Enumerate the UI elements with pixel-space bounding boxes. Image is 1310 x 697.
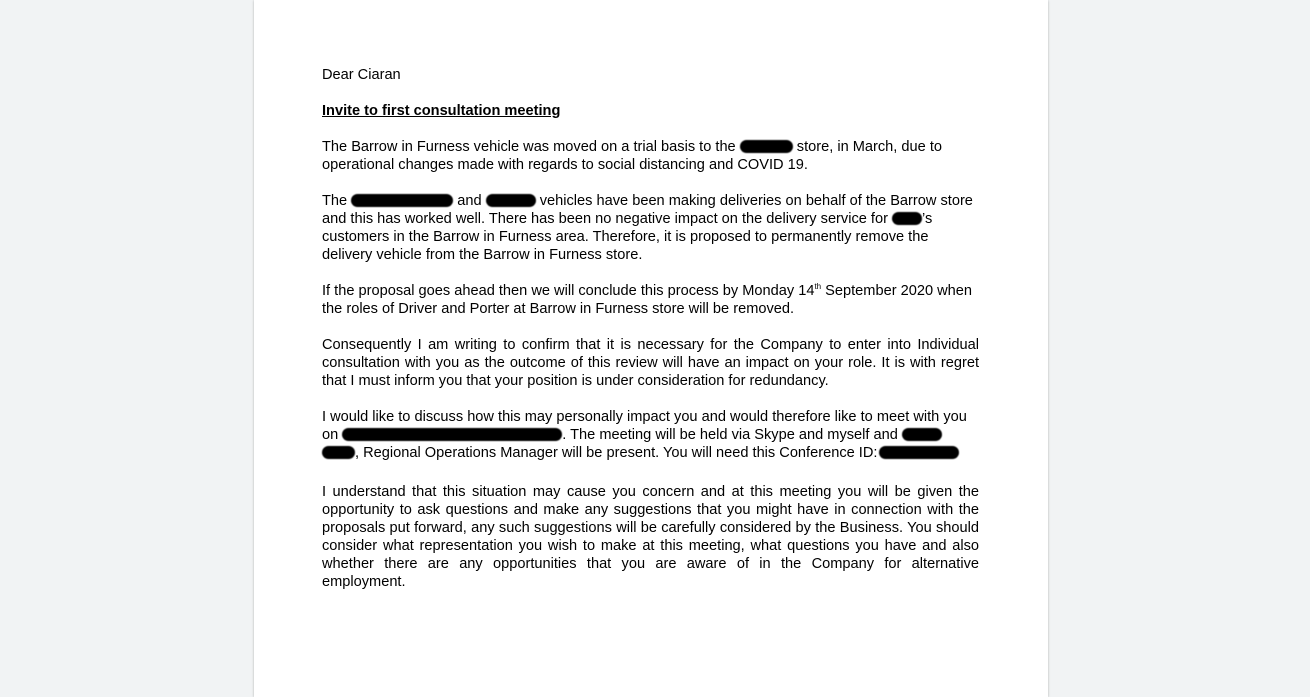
p3-text-a: If the proposal goes ahead then we will conclude this process by Monday 14: [322, 283, 815, 299]
p1-text-a: The Barrow in Furness vehicle was moved on a trial basis to the: [322, 139, 740, 155]
date-ordinal-suffix: th: [814, 282, 822, 291]
p5-text-b: . The meeting will be held via Skype and myself and: [562, 427, 902, 443]
paragraph-trial-basis: [322, 138, 979, 174]
p5-text-c: , Regional Operations Manager will be present. You will need this Conference ID:: [355, 445, 878, 461]
p3-text-b: September 2020 when the roles of Driver and Porter at Barrow in Furness store will be removed.: [322, 283, 973, 317]
p5-text-a: I would like to discuss how this may personally impact you and would therefore like to meet with you on: [322, 409, 967, 443]
redaction-block: [902, 428, 942, 441]
redaction-block: [486, 194, 536, 207]
redaction-block: [892, 212, 922, 225]
p1-text-b: store, in March, due to operational changes made with regards to social distancing and COVID 19.: [322, 139, 942, 173]
p2-text-a: The: [322, 193, 352, 209]
redaction-block: [342, 428, 562, 441]
redaction-block: [740, 140, 793, 153]
letter-body: [322, 66, 979, 609]
paragraph-meeting: [322, 408, 979, 462]
redaction-block: [879, 446, 959, 459]
letter-heading: Invite to first consultation meeting: [322, 103, 561, 119]
paragraph-redundancy: Consequently I am writing to confirm that it is necessary for the Company to enter into Individual consultation with you as the outcome of this review will have an impact on your role. It is with regret that I must inform you that your position is under consideration for redundancy.: [322, 337, 979, 389]
paragraph-deliveries: [322, 192, 979, 264]
p2-text-d: ’s customers in the Barrow in Furness area. Therefore, it is proposed to permanently remove the delivery vehicle from the Barrow in Furness store.: [322, 211, 933, 263]
paragraph-concerns: I understand that this situation may cause you concern and at this meeting you will be given the opportunity to ask questions and make any suggestions that you might have in connection with the proposals put forward, any such suggestions will be carefully considered by the Business. You should consider what representation you wish to make at this meeting, what questions you have and also whether there are any opportunities that you are aware of in the Company for alternative employment.: [322, 484, 979, 590]
paragraph-proposal-date: [322, 282, 979, 318]
salutation: Dear Ciaran: [322, 67, 401, 83]
p2-text-c: vehicles have been making deliveries on behalf of the Barrow store and this has worked well. There has been no negative impact on the delivery service for: [322, 193, 973, 227]
document-page: [254, 0, 1048, 697]
redaction-block: [351, 194, 453, 207]
p2-text-b: and: [453, 193, 486, 209]
redaction-block: [322, 446, 355, 459]
